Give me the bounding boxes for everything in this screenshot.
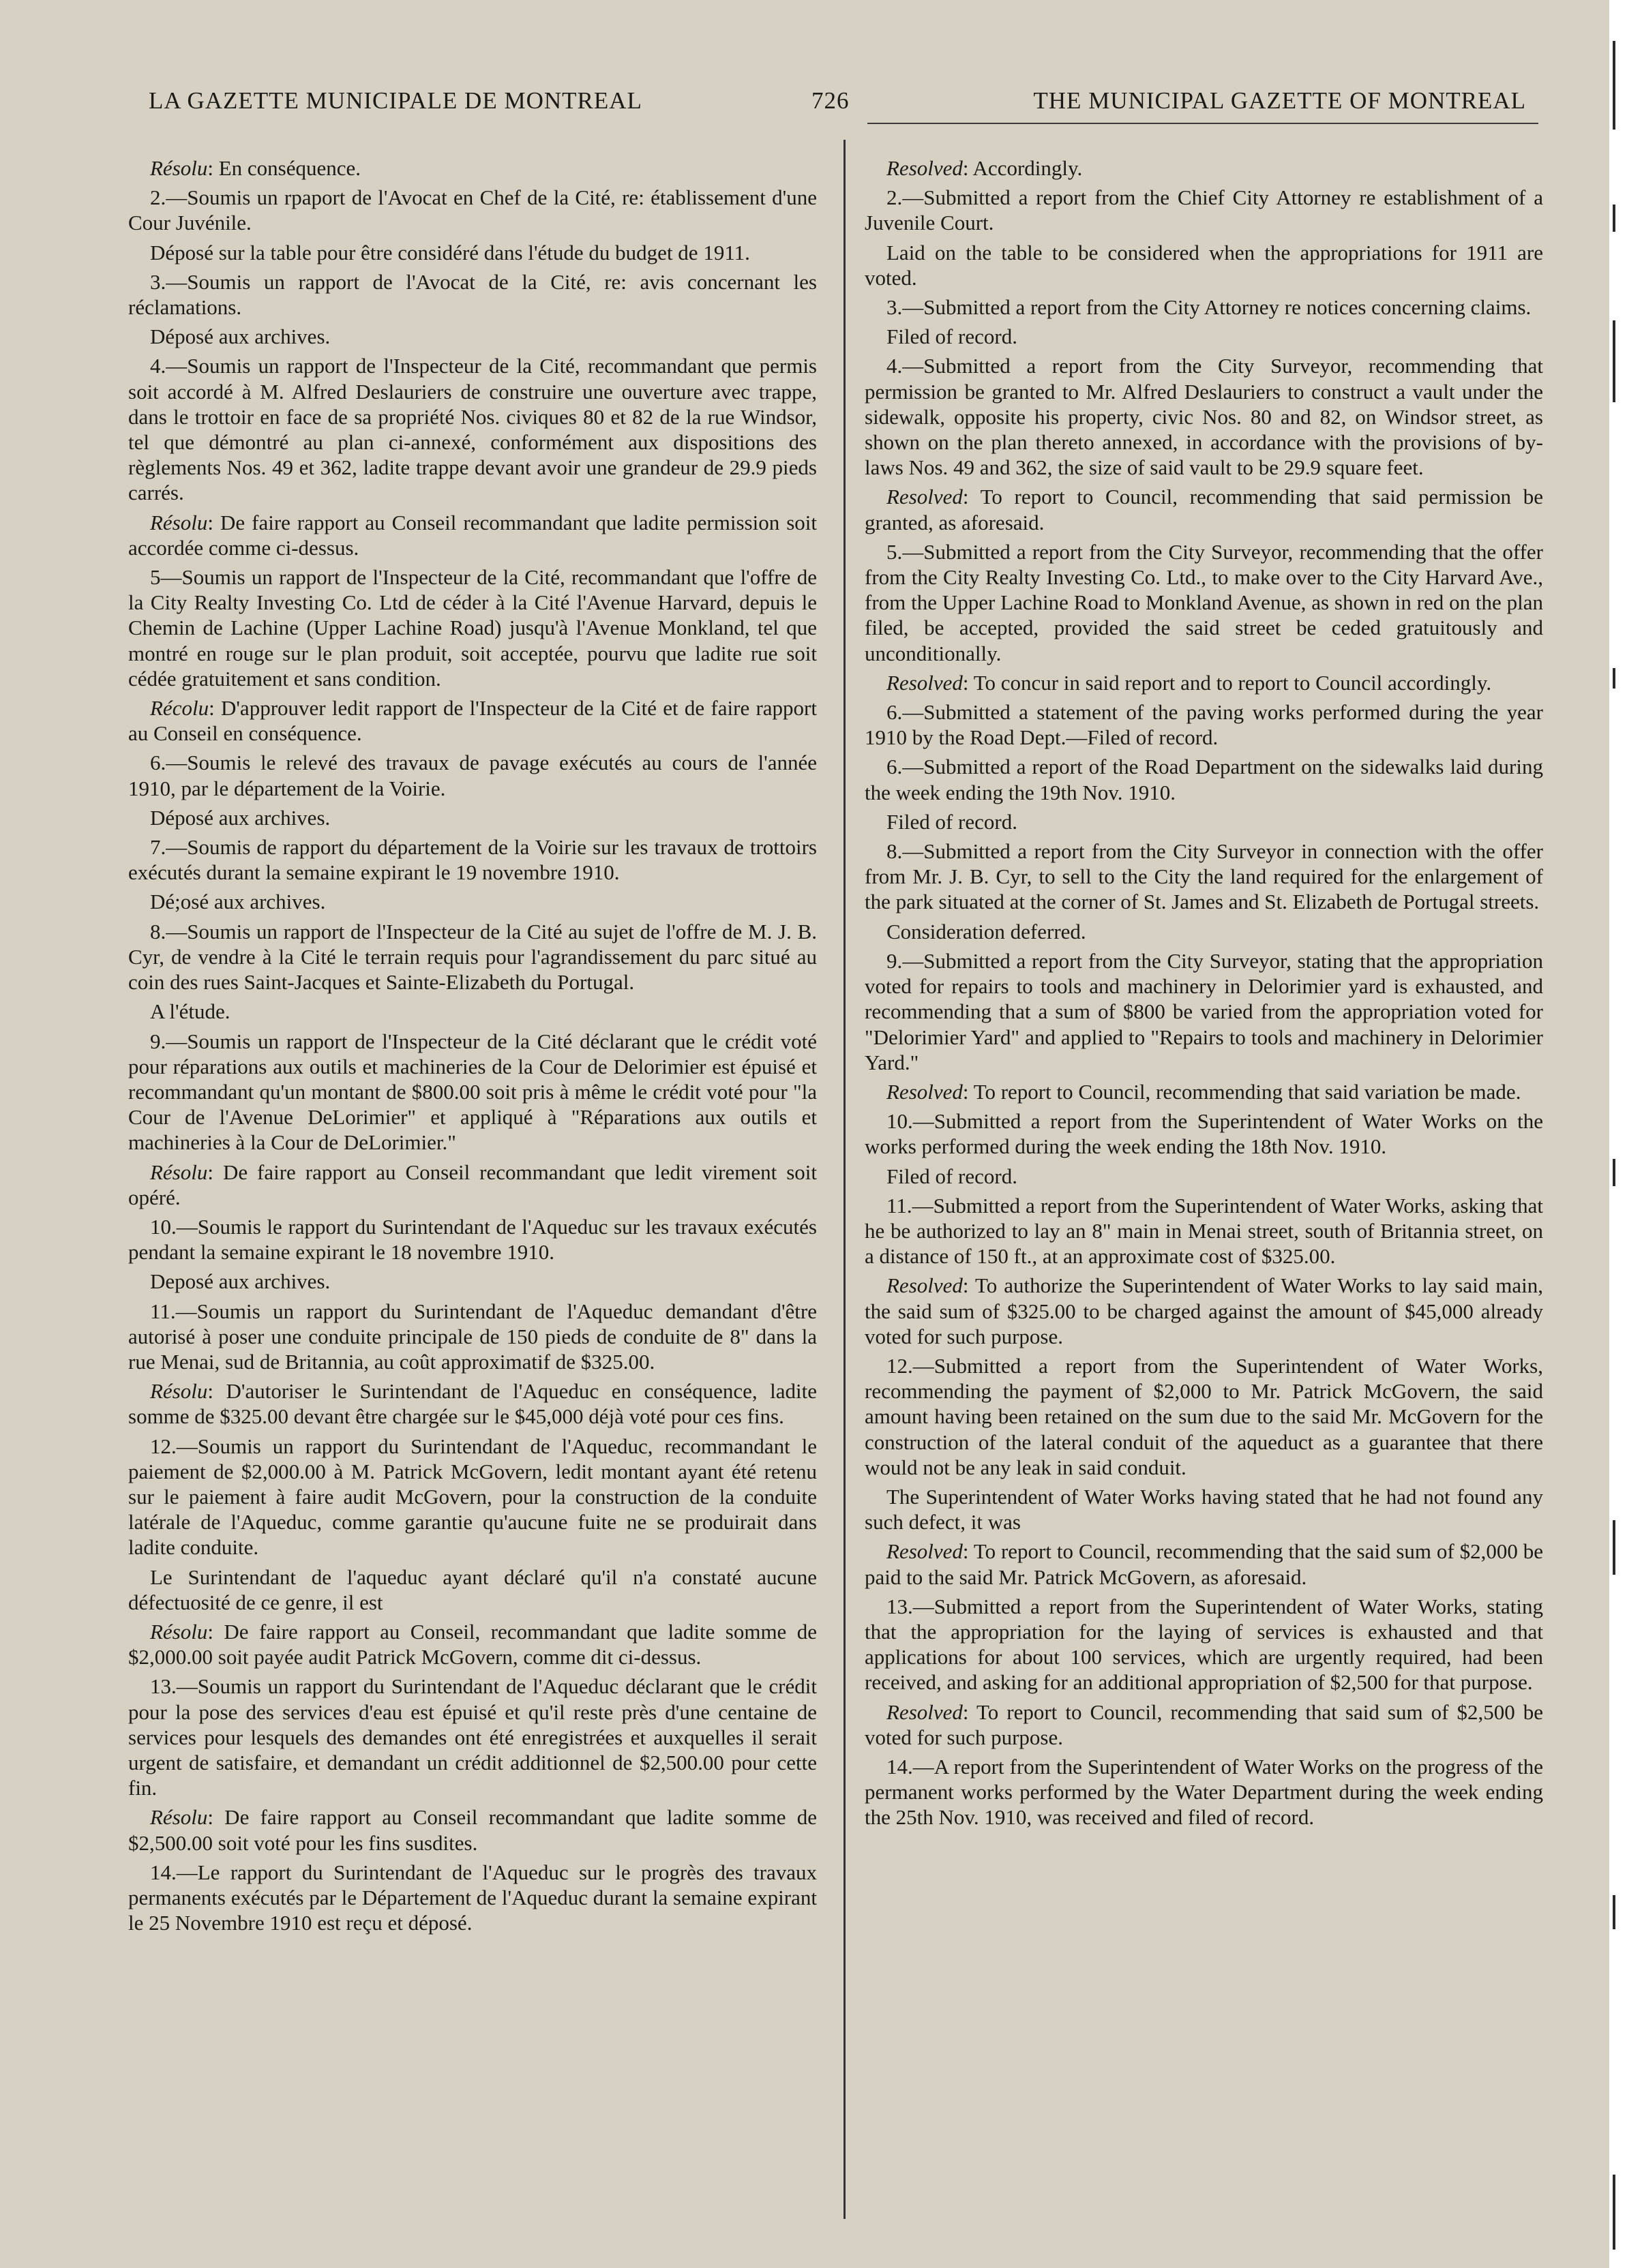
paragraph-text: 6.—Submitted a statement of the paving works performed during the year 1910 by the Road Dept.—Filed of record. (865, 700, 1543, 750)
paragraph (865, 1699, 1543, 1750)
paragraph-text: 11.—Submitted a report from the Superintendent of Water Works, asking that he be authorized to lay an 8" main in Menai street, south of Britannia street, on a distance of 150 ft., at an approximate cost of $325.00. (865, 1193, 1543, 1269)
header-title-french: LA GAZETTE MUNICIPALE DE MONTREAL (149, 87, 642, 114)
page-header (149, 87, 1526, 117)
resolution-lead: Resolved (886, 1079, 963, 1104)
paragraph (865, 754, 1543, 804)
paragraph-text: : De faire rapport au Conseil, recommandant que ladite somme de $2,000.00 soit payée audit Patrick McGovern, comme dit ci-dessus. (128, 1619, 817, 1669)
paragraph (865, 699, 1543, 750)
paragraph-text: 3.—Soumis un rapport de l'Avocat de la Cité, re: avis concernant les réclamations. (128, 269, 817, 320)
paragraph (128, 269, 817, 320)
paragraph (128, 750, 817, 800)
edge-mark (1613, 2175, 1615, 2250)
resolution-lead: Resolved (886, 1539, 963, 1564)
resolution-lead: Résolu (150, 510, 208, 534)
paragraph-text: Laid on the table to be considered when the appropriations for 1911 are voted. (865, 240, 1543, 290)
paragraph-text: 7.—Soumis de rapport du département de la Voirie sur les travaux de trottoirs exécutés durant la semaine expirant le 19 novembre 1910. (128, 835, 817, 885)
paragraph-text: A l'étude. (150, 999, 230, 1024)
paragraph (128, 353, 817, 505)
paragraph-text: 5.—Submitted a report from the City Surveyor, recommending that the offer from the City Realty Investing Co. Ltd., to make over to the City Harvard Ave., from the Upper Lachine Road to Monkland Avenue, as shown in red on the plan filed, be accepted, provided the said street be ceded gratuitously and unconditionally. (865, 539, 1543, 665)
paragraph-text: : En conséquence. (207, 156, 361, 180)
paragraph (128, 1564, 817, 1615)
header-rule (867, 123, 1538, 124)
paragraph (865, 809, 1543, 834)
paragraph-text: Déposé aux archives. (150, 324, 331, 349)
paragraph-text: : De faire rapport au Conseil recommandant que ledit virement soit opéré. (128, 1160, 817, 1209)
paragraph-text: 13.—Soumis un rapport du Surintendant de l'Aqueduc déclarant que le crédit pour la pose des services d'eau est épuisé et qu'il reste près d'une centaine de services pour lesquels des demandes ont été enregistrées et auxquelles il serait urgent de satisfaire, et demandant un crédit additionnel de $2,500.00 pour cette fin. (128, 1674, 817, 1800)
paragraph (128, 834, 817, 885)
paragraph-text: 13.—Submitted a report from the Superintendent of Water Works, stating that the appropriation for the laying of services is exhausted and that applications for about 100 services, which are urgently required, had been received, and asking for an additional appropriation of $2,500 for that purpose. (865, 1594, 1543, 1695)
english-column (865, 155, 1543, 1834)
paragraph-text: 5—Soumis un rapport de l'Inspecteur de la Cité, recommandant que l'offre de la City Realty Investing Co. Ltd de céder à la Cité l'Avenue Harvard, depuis le Chemin de Lachine (Upper Lachine Road) jusqu'à l'Avenue Monkland, tel que montré en rouge sur le plan produit, soit acceptée, pourvu que ladite rue soit cédée gratuitement et sans condition. (128, 565, 817, 691)
paragraph (865, 1754, 1543, 1830)
resolution-lead: Resolved (886, 670, 963, 695)
paragraph-text: 12.—Soumis un rapport du Surintendant de l'Aqueduc, recommandant le paiement de $2,000.00 à M. Patrick McGovern, ledit montant ayant été retenu sur le paiement à faire audit McGovern, pour la construction de la conduite latérale de l'Aqueduc, comme garantie qu'aucune fuite ne se produirait dans ladite conduite. (128, 1434, 817, 1560)
resolution-lead: Résolu (150, 1160, 208, 1184)
paragraph (128, 919, 817, 995)
paragraph-text: : To authorize the Superintendent of Water Works to lay said main, the said sum of $325.00 to be charged against the amount of $45,000 already voted for such purpose. (865, 1273, 1543, 1348)
paragraph-text: : To report to Council, recommending that said sum of $2,500 be voted for such purpose. (865, 1699, 1543, 1749)
paragraph (865, 919, 1543, 944)
paragraph (128, 889, 817, 914)
paragraph (128, 510, 817, 560)
paragraph (865, 353, 1543, 480)
paragraph-text: : To report to Council, recommending that said variation be made. (962, 1079, 1521, 1104)
paragraph-text: 12.—Submitted a report from the Superintendent of Water Works, recommending the payment of $2,000 to Mr. Patrick McGovern, the said amount having been retained on the sum due to the said Mr. McGovern for the construction of the lateral conduit of the aqueduct as a guarantee that there would not be any leak in said conduit. (865, 1353, 1543, 1479)
resolution-lead: Récolu (150, 696, 209, 721)
paragraph-text: : D'autoriser le Surintendant de l'Aqueduc en conséquence, ladite somme de $325.00 devant être chargée sur le $45,000 déjà voté pour ces fins. (128, 1379, 817, 1429)
paragraph-text: : To concur in said report and to report to Council accordingly. (962, 670, 1492, 695)
resolution-lead: Résolu (150, 1805, 208, 1830)
paragraph-text: Deposé aux archives. (150, 1269, 331, 1294)
paragraph-text: : To report to Council, recommending that the said sum of $2,000 be paid to the said Mr. Patrick McGovern, as aforesaid. (865, 1539, 1543, 1589)
paragraph (865, 1594, 1543, 1695)
paragraph-text: Filed of record. (886, 324, 1017, 349)
paragraph-text: 10.—Submitted a report from the Superintendent of Water Works on the works performed during the week ending the 18th Nov. 1910. (865, 1109, 1543, 1159)
edge-mark (1613, 1895, 1615, 1929)
paragraph (865, 1164, 1543, 1189)
paragraph-text: 2.—Soumis un rpaport de l'Avocat en Chef de la Cité, re: établissement d'une Cour Juvénile. (128, 185, 817, 235)
paragraph (865, 185, 1543, 235)
paragraph-text: 6.—Submitted a report of the Road Department on the sidewalks laid during the week ending the 19th Nov. 1910. (865, 755, 1543, 804)
paragraph-text: 4.—Soumis un rapport de l'Inspecteur de la Cité, recommandant que permis soit accordé à M. Alfred Deslauriers de construire une ouverture avec trappe, dans le trottoir en face de sa propriété Nos. civiques 80 et 82 de la rue Windsor, tel que démontré au plan ci-annexé, conformément aux dispositions des règlements Nos. 49 et 362, ladite trappe devant avoir une grandeur de 29.9 pieds carrés. (128, 354, 817, 505)
paragraph (128, 564, 817, 691)
paragraph-text: Filed of record. (886, 1164, 1017, 1188)
paragraph (128, 240, 817, 265)
paragraph (865, 539, 1543, 666)
page-edge (1609, 0, 1627, 2268)
paragraph (128, 1674, 817, 1800)
paragraph-text: 8.—Soumis un rapport de l'Inspecteur de la Cité au sujet de l'offre de M. J. B. Cyr, de vendre à la Cité le terrain requis pour l'agrandissement du parc situé au coin des rues Saint-Jacques et Sainte-Elizabeth du Portugal. (128, 919, 817, 995)
resolution-lead: Résolu (150, 156, 208, 180)
paragraph (865, 1193, 1543, 1269)
french-column (128, 155, 817, 1939)
paragraph-text: 11.—Soumis un rapport du Surintendant de l'Aqueduc demandant d'être autorisé à poser une conduite principale de 150 pieds de conduite de 8" dans la rue Menai, sud de Britannia, au coût approximatif de $325.00. (128, 1299, 817, 1374)
paragraph-text: 10.—Soumis le rapport du Surintendant de l'Aqueduc sur les travaux exécutés pendant la semaine expirant le 18 novembre 1910. (128, 1214, 817, 1265)
paragraph (128, 155, 817, 181)
paragraph-text: 3.—Submitted a report from the City Attorney re notices concerning claims. (886, 295, 1532, 320)
paragraph-text: Le Surintendant de l'aqueduc ayant déclaré qu'il n'a constaté aucune défectuosité de ce genre, il est (128, 1564, 817, 1614)
paragraph (128, 1299, 817, 1375)
paragraph-text: : De faire rapport au Conseil recommandant que ladite somme de $2,500.00 soit voté pour les fins susdites. (128, 1805, 817, 1855)
paragraph (865, 324, 1543, 349)
paragraph-text: : D'approuver ledit rapport de l'Inspecteur de la Cité et de faire rapport au Conseil en conséquence. (128, 696, 817, 746)
paragraph (128, 695, 817, 746)
paragraph (865, 838, 1543, 915)
column-divider (844, 140, 846, 2219)
paragraph (128, 1860, 817, 1936)
paragraph (128, 999, 817, 1024)
paragraph (865, 1273, 1543, 1349)
paragraph (128, 1029, 817, 1155)
edge-mark (1613, 1520, 1615, 1575)
resolution-lead: Resolved (886, 156, 963, 180)
edge-mark (1613, 668, 1615, 689)
paragraph-text: Dé;osé aux archives. (150, 890, 326, 914)
paragraph (128, 185, 817, 235)
paragraph (128, 1269, 817, 1294)
paragraph-text: : Accordingly. (962, 156, 1083, 180)
paragraph-text: : De faire rapport au Conseil recommandant que ladite permission soit accordée comme ci-dessus. (128, 510, 817, 560)
paragraph-text: 4.—Submitted a report from the City Surveyor, recommending that permission be granted to Mr. Alfred Deslauriers to construct a vault under the sidewalk, opposite his property, civic Nos. 80 and 82, on Windsor street, as shown on the plan thereto annexed, in accordance with the provisions of by-laws Nos. 49 and 362, the size of said vault to be 29.9 square feet. (865, 354, 1543, 480)
paragraph (128, 805, 817, 830)
paragraph-text: 9.—Submitted a report from the City Surveyor, stating that the appropriation voted for repairs to tools and machinery in Delorimier yard is exhausted, and recommending that a sum of $800 be varied from the appropriation voted for "Delorimier Yard" and applied to "Repairs to tools and machinery in Delorimier Yard." (865, 948, 1543, 1074)
edge-mark (1613, 1159, 1615, 1186)
resolution-lead: Resolved (886, 1273, 963, 1298)
paragraph-text: 9.—Soumis un rapport de l'Inspecteur de la Cité déclarant que le crédit voté pour réparations aux outils et machineries de la Cour de Delorimier est épuisé et recommandant qu'un montant de $800.00 soit pris à même le crédit voté pour "la Cour de l'Avenue DeLorimier" et appliqué à "Réparations aux outils et machineries à la Cour de DeLorimier." (128, 1029, 817, 1155)
paragraph (128, 1804, 817, 1855)
paragraph (865, 670, 1543, 695)
paragraph (865, 484, 1543, 534)
paragraph (128, 1434, 817, 1560)
paragraph (128, 1619, 817, 1669)
resolution-lead: Résolu (150, 1379, 208, 1404)
paragraph (865, 1108, 1543, 1159)
paragraph (865, 1484, 1543, 1534)
resolution-lead: Résolu (150, 1619, 208, 1644)
edge-mark (1613, 41, 1615, 130)
paragraph-text: : To report to Council, recommending that said permission be granted, as aforesaid. (865, 485, 1543, 534)
page-number: 726 (811, 87, 850, 114)
paragraph-text: 8.—Submitted a report from the City Surveyor in connection with the offer from Mr. J. B. Cyr, to sell to the City the land required for the enlargement of the park situated at the corner of St. James and St. Elizabeth de Portugal streets. (865, 839, 1543, 914)
paragraph-text: Consideration deferred. (886, 919, 1086, 943)
paragraph (865, 155, 1543, 181)
paragraph (128, 1378, 817, 1429)
paragraph-text: 6.—Soumis le relevé des travaux de pavage exécutés au cours de l'année 1910, par le département de la Voirie. (128, 751, 817, 800)
paragraph (865, 1353, 1543, 1480)
paragraph (128, 1160, 817, 1210)
paragraph-text: Déposé aux archives. (150, 805, 331, 830)
edge-mark (1613, 205, 1615, 232)
paragraph (865, 948, 1543, 1075)
paragraph-text: Filed of record. (886, 809, 1017, 834)
resolution-lead: Resolved (886, 1699, 963, 1724)
paragraph (865, 240, 1543, 290)
header-title-english: THE MUNICIPAL GAZETTE OF MONTREAL (1033, 87, 1526, 114)
paragraph (128, 324, 817, 349)
paragraph-text: Déposé sur la table pour être considéré dans l'étude du budget de 1911. (150, 240, 750, 264)
paragraph (865, 1539, 1543, 1589)
paragraph (128, 1214, 817, 1265)
paragraph-text: The Superintendent of Water Works having stated that he had not found any such defect, it was (865, 1484, 1543, 1534)
paragraph (865, 1079, 1543, 1104)
paragraph (865, 294, 1543, 320)
paragraph-text: 2.—Submitted a report from the Chief City Attorney re establishment of a Juvenile Court. (865, 185, 1543, 235)
paragraph-text: 14.—A report from the Superintendent of Water Works on the progress of the permanent works performed by the Water Department during the week ending the 25th Nov. 1910, was received and filed of record. (865, 1754, 1543, 1830)
resolution-lead: Resolved (886, 485, 963, 509)
edge-mark (1613, 320, 1615, 402)
paragraph-text: 14.—Le rapport du Surintendant de l'Aqueduc sur le progrès des travaux permanents exécutés par le Département de l'Aqueduc durant la semaine expirant le 25 Novembre 1910 est reçu et déposé. (128, 1860, 817, 1935)
